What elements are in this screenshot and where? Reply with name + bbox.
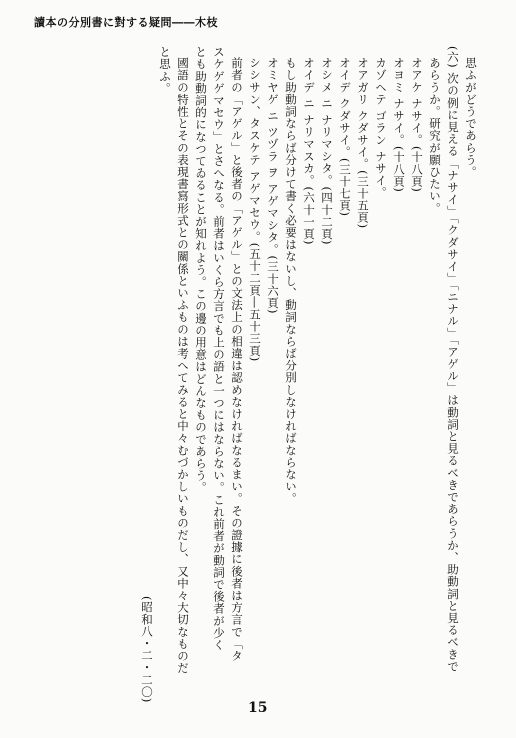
text-line: オイデ クダサイ。(三十七頁): [338, 57, 352, 217]
text-line: と思ふ。: [158, 46, 172, 95]
text-line: オアガリ クダサイ。(三十五頁): [356, 57, 370, 229]
text-line: 前者の「アゲル」と後者の「アゲル」との文法上の相違は認めなければなるまい。その證據に後者は方言で「タ: [230, 57, 244, 662]
text-line: オイデ ニ ナリマスカ。(六十一頁): [302, 57, 316, 246]
text-line: オミヤゲ ニ ツヅラ ヲ アゲマシタ。(三十六頁): [266, 57, 280, 315]
text-line: シシサン、タスケテ アゲマセウ。(五十二頁―五十三頁): [248, 57, 262, 362]
text-line: とも助動詞的になつてゐることが知れよう。この邊の用意はどんなものであらう。: [194, 46, 208, 494]
vertical-text-body: [28, 46, 480, 703]
text-line: あらうか。研究が願ひたい。: [428, 57, 442, 215]
page-number: 15: [248, 700, 268, 716]
text-line: スケゲゲマセウ」とさへなる。前者はいくら方言でも上の語と一つにはならない。これ前者が動詞で後者が少く: [212, 46, 226, 651]
running-header: 讀本の分別書に對する疑問――木枝: [34, 16, 218, 29]
text-line: オアケ ナサイ。(十八頁): [410, 57, 424, 193]
text-line: 國語の特性とその表現書寫形式との關係といふものは考へてみると中々むづかしいものだし、又中々大切なものだ: [176, 57, 190, 675]
text-line: オシメ ニ ナリマシタ。(四十二頁): [320, 57, 334, 246]
text-line: カゾヘテ ゴラン ナサイ。: [374, 57, 388, 199]
text-line: オヨミ ナサイ。(十八頁): [392, 57, 406, 193]
text-line: もし助動詞ならば分けて書く必要はないし、動詞ならば分別しなければならない。: [284, 57, 298, 505]
text-line: 思ふがどうであらう。: [464, 57, 478, 178]
text-line: (六) 次の例に見える「ナサイ」「クダサイ」「ニナル」「アゲル」は動詞と見るべきであらうか、助動詞と見るべきで: [446, 46, 460, 673]
date-line: (昭和八・二・二〇): [140, 596, 154, 703]
